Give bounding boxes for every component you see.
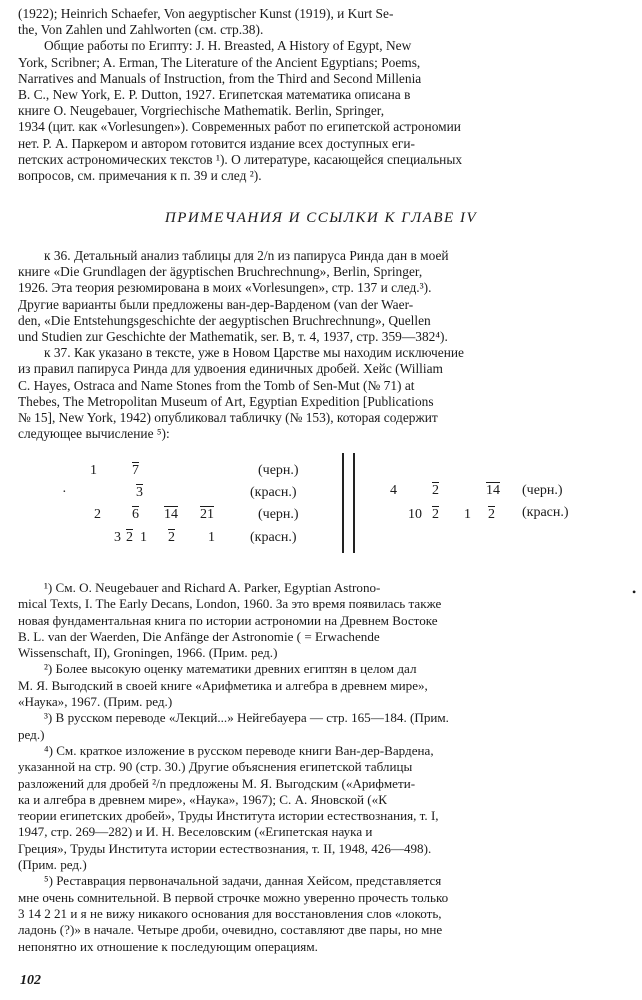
separator-line [342,453,344,553]
footnote-line: ⁵) Реставрация первоначальной задачи, данная Хейсом, представляется [44,873,442,889]
footnotes [18,580,622,955]
calc-value: 1 [140,530,147,545]
color-label: (черн.) [522,483,563,498]
footnote-line: ¹) См. O. Neugebauer and Richard A. Parker, Egyptian Astrono- [44,580,381,595]
text-line: 1934 (цит. как «Vorlesungen»). Современных работ по египетской астрономии [18,119,461,135]
text-line: C. Hayes, Ostraca and Name Stones from the Tomb of Sen-Mut (№ 71) at [18,377,415,393]
calc-value: 7 [132,463,139,478]
text-line: B. C., New York, E. P. Dutton, 1927. Египетская математика описана в [18,87,411,103]
chapter-notes-heading: ПРИМЕЧАНИЯ И ССЫЛКИ К ГЛАВЕ IV [164,210,478,226]
color-label: (красн.) [522,505,569,520]
footnote-line: ладонь (?)» в начале. Четыре дроби, очевидно, составляют две пары, но мне [18,922,443,938]
computation-table [40,463,600,558]
footnote-line: непонятно их отношение к последующим операциям. [18,938,318,954]
calc-value: 6 [132,507,139,522]
calc-value: 2 [94,507,101,522]
calc-value: 2 [126,530,133,545]
text-line: № 15], New York, 1942) опубликовал табличку (№ 153), которая содержит [18,410,438,426]
text-line: петских астрономических текстов ¹). О литературе, касающейся специальных [18,151,463,167]
text-line: из правил папируса Ринда для удвоения единичных дробей. Хейс (William [18,361,443,377]
color-label: (красн.) [250,485,297,500]
text-line: Общие работы по Египту: J. H. Breasted, A History of Egypt, New [44,38,412,54]
footnote-line: 1947, стр. 269—282) и И. Н. Веселовским («Египетская наука и [18,824,373,840]
text-line: к 36. Детальный анализ таблицы для 2/n из папируса Ринда дан в моей [44,248,449,263]
calc-value: 2 [432,483,439,498]
text-line: к 37. Как указано в тексте, уже в Новом Царстве мы находим исключение [44,345,464,361]
calc-value: 21 [200,507,214,522]
calc-value: 1 [208,530,215,545]
footnote-line: 3 14 2 21 и я не вижу никакого основания для восстановления слов «локоть, [18,905,442,921]
footnote-line: ³) В русском переводе «Лекций...» Нейгебауера — стр. 165—184. (Прим. [44,710,449,726]
calc-value: 2 [432,507,439,522]
footnote-line: B. L. van der Waerden, Die Anfänge der Astronomie ( = Erwachende [18,628,380,644]
text-line: Thebes, The Metropolitan Museum of Art, Egyptian Expedition [Publications [18,393,434,409]
notes-paragraph [18,248,622,442]
color-label: (черн.) [258,507,299,522]
color-label: (черн.) [258,463,299,478]
text-line: книге O. Neugebauer, Vorgriechische Mathematik. Berlin, Springer, [18,103,385,119]
footnote-line: ред.) [18,726,45,742]
text-line: следующее вычисление ⁵): [18,426,170,442]
text-line: 1926. Эта теория резюмирована в моих «Vorlesungen», стр. 137 и след.³). [18,280,432,296]
text-line: книге «Die Grundlagen der ägyptischen Bruchrechnung», Berlin, Springer, [18,264,423,280]
text-line: Narratives and Manuals of Instruction, from the Third and Second Millenia [18,70,422,86]
footnote-line: ⁴) См. краткое изложение в русском переводе книги Ван-дер-Вардена, [44,742,434,758]
calc-value: 14 [486,483,500,498]
footnote-line: новая фундаментальная книга по истории астрономии на Древнем Востоке [18,612,438,628]
calc-dot: · [62,485,67,500]
calc-value: 3 [114,530,121,545]
text-line: вопросов, см. примечания к п. 39 и след ²). [18,168,262,184]
calc-value: 1 [464,507,471,522]
footnote-line: М. Я. Выгодский в своей книге «Арифметика и алгебра в древнем мире», [18,677,428,693]
calc-value: 3 [136,485,143,500]
calc-value: 2 [488,507,495,522]
footnote-line: Wissenschaft, II), Groningen, 1966. (Прим. ред.) [18,645,278,661]
separator-line [353,453,355,553]
text-line: нет. Р. А. Паркером и автором готовится издание всех доступных еги- [18,135,415,151]
footnote-line: указанной на стр. 90 (стр. 30.) Другие объяснения египетской таблицы [18,759,413,775]
page-number: 102 [20,973,41,988]
footnote-line: ²) Более высокую оценку математики древних египтян в целом дал [44,661,417,677]
text-line: the, Von Zahlen und Zahlworten (см. стр.38). [18,22,264,38]
calc-value: 10 [408,507,422,522]
text-line: York, Scribner; A. Erman, The Literature of the Ancient Egyptians; Poems, [18,54,421,70]
text-line: den, «Die Entstehungsgeschichte der aegyptischen Bruchrechnung», Quellen [18,312,431,328]
calc-value: 14 [164,507,178,522]
intro-paragraph [18,6,622,184]
margin-bullet: • [632,585,637,599]
footnote-line: разложений для дробей ²/n предложены М. Я. Выгодским («Арифмети- [18,775,416,791]
footnote-line: (Прим. ред.) [18,857,87,873]
color-label: (красн.) [250,530,297,545]
footnote-line: ка и алгебра в древнем мире», «Наука», 1967); С. А. Яновской («К [18,791,387,807]
footnote-line: mical Texts, I. The Early Decans, London, 1960. За это время появилась также [18,596,442,612]
footnote-line: мне очень сомнительной. В первой строчке можно уверенно прочесть только [18,889,449,905]
text-line: Другие варианты были предложены ван-дер-Варденом (van der Waer- [18,296,414,312]
footnote-line: «Наука», 1967. (Прим. ред.) [18,694,173,710]
footnote-line: Греция», Труды Института истории естествознания, т. II, 1948, 426—498). [18,840,432,856]
text-line: (1922); Heinrich Schaefer, Von aegyptischer Kunst (1919), и Kurt Se- [18,6,394,21]
text-line: und Studien zur Geschichte der Mathematik, ser. B, т. 4, 1937, стр. 359—382⁴). [18,329,448,345]
calc-value: 2 [168,530,175,545]
calc-value: 4 [390,483,397,498]
footnote-line: теории египетских дробей», Труды Института истории естествознания, т. I, [18,808,439,824]
calc-value: 1 [90,463,97,478]
